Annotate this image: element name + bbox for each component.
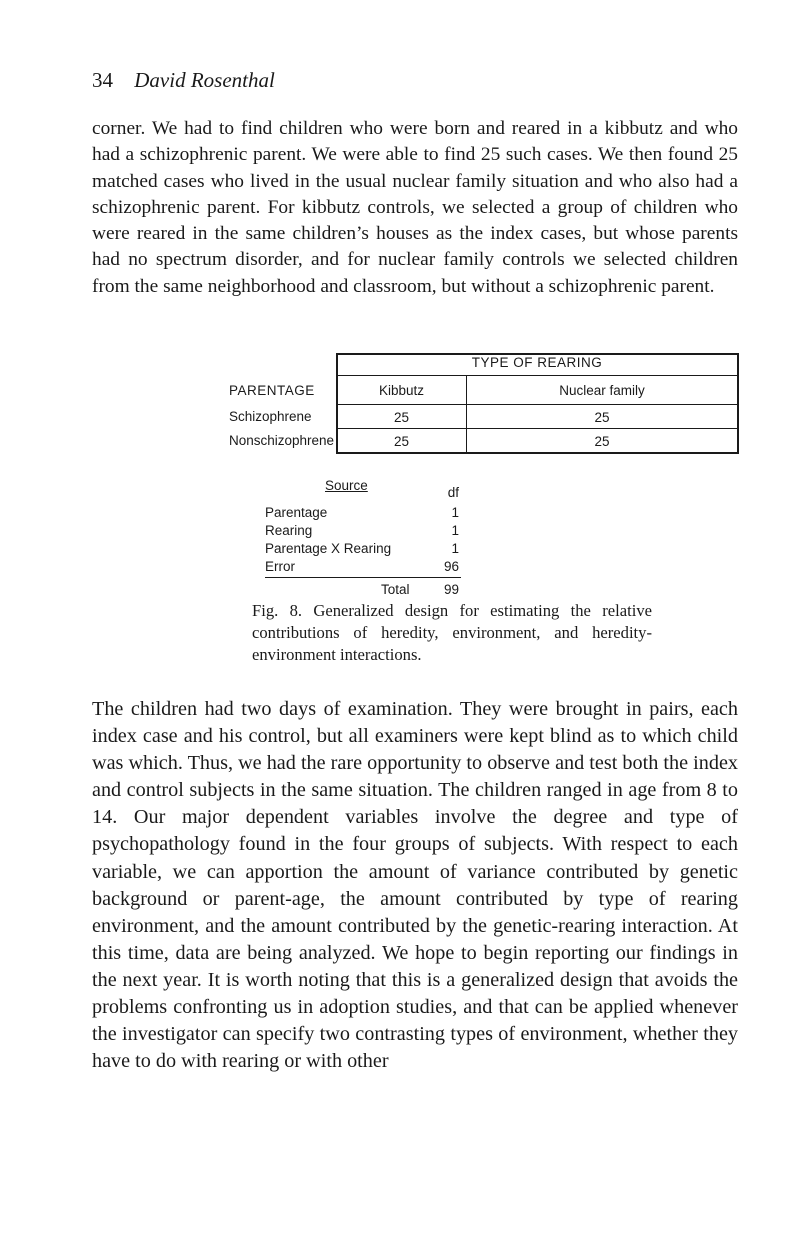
body-paragraph-1: corner. We had to find children who were born and reared in a kibbutz and who had a schizophrenic parent. We were able to find 25 such cases. We then found 25 matched cases who lived in the usual nuclear family situation and who also had a schizophrenic parent. For kibbutz controls, we selected a group of children who were reared in the same children’s houses as the index cases, but whose parents had no spectrum disorder, and for nuclear family controls we selected children from the same neighborhood and classroom, but without a schizophrenic parent.	[92, 118, 738, 297]
row-label-schizophrene: Schizophrene	[229, 409, 312, 424]
anova-table	[265, 478, 485, 608]
anova-df-interaction: 1	[451, 541, 459, 556]
anova-source-interaction: Parentage X Rearing	[265, 541, 392, 556]
anova-df-error: 96	[443, 559, 459, 574]
cell-schizophrene-kibbutz: 25	[393, 410, 410, 425]
column-header-kibbutz: Kibbutz	[378, 383, 425, 398]
anova-source-rearing: Rearing	[265, 523, 313, 538]
page-number: 34	[92, 68, 113, 92]
figure-caption: Fig. 8. Generalized design for estimating the relative contributions of heredity, environment, and heredity-environment interactions.	[252, 601, 652, 664]
parentage-header: PARENTAGE	[229, 383, 315, 398]
column-header-nuclear-family: Nuclear family	[559, 383, 645, 398]
rearing-type-title: TYPE OF REARING	[471, 355, 603, 370]
running-head	[92, 68, 275, 93]
design-table	[229, 353, 749, 463]
anova-df-rearing: 1	[451, 523, 459, 538]
source-header: Source	[325, 478, 368, 493]
anova-df-parentage: 1	[451, 505, 459, 520]
anova-source-parentage: Parentage	[265, 505, 328, 520]
table-divider-2	[336, 404, 738, 405]
anova-total-df: 99	[443, 582, 459, 597]
table-divider-1	[336, 375, 738, 376]
cell-schizophrene-nuclear: 25	[594, 410, 610, 425]
anova-total-rule	[265, 577, 461, 578]
running-head-author: David Rosenthal	[134, 68, 275, 92]
cell-nonschizophrene-kibbutz: 25	[393, 434, 410, 449]
row-label-nonschizophrene: Nonschizophrene	[229, 433, 335, 448]
cell-nonschizophrene-nuclear: 25	[594, 434, 610, 449]
table-divider-3	[336, 428, 738, 429]
anova-source-error: Error	[265, 559, 295, 574]
body-paragraph-2: The children had two days of examination. They were brought in pairs, each index case and his control, but all examiners were kept blind as to which child was which. Thus, we had the rare opportunity to observe and test both the index and control subjects in the same situation. The children ranged in age from 8 to 14. Our major dependent variables involve the degree and type of psychopathology found in the four groups of subjects. With respect to each variable, we can apportion the amount of variance contributed by genetic background or parent-age, the amount contributed by type of rearing environment, and the amount contributed by the genetic-rearing interaction. At this time, data are being analyzed. We hope to begin reporting our findings in the next year. It is worth noting that this is a generalized design that avoids the problems confronting us in adoption studies, and that can be applied whenever the investigator can specify two contrasting types of environment, whether they have to do with rearing or with other	[92, 698, 738, 1073]
df-header: df	[447, 485, 459, 500]
table-border-bottom	[336, 452, 738, 454]
anova-total-label: Total	[381, 582, 410, 597]
